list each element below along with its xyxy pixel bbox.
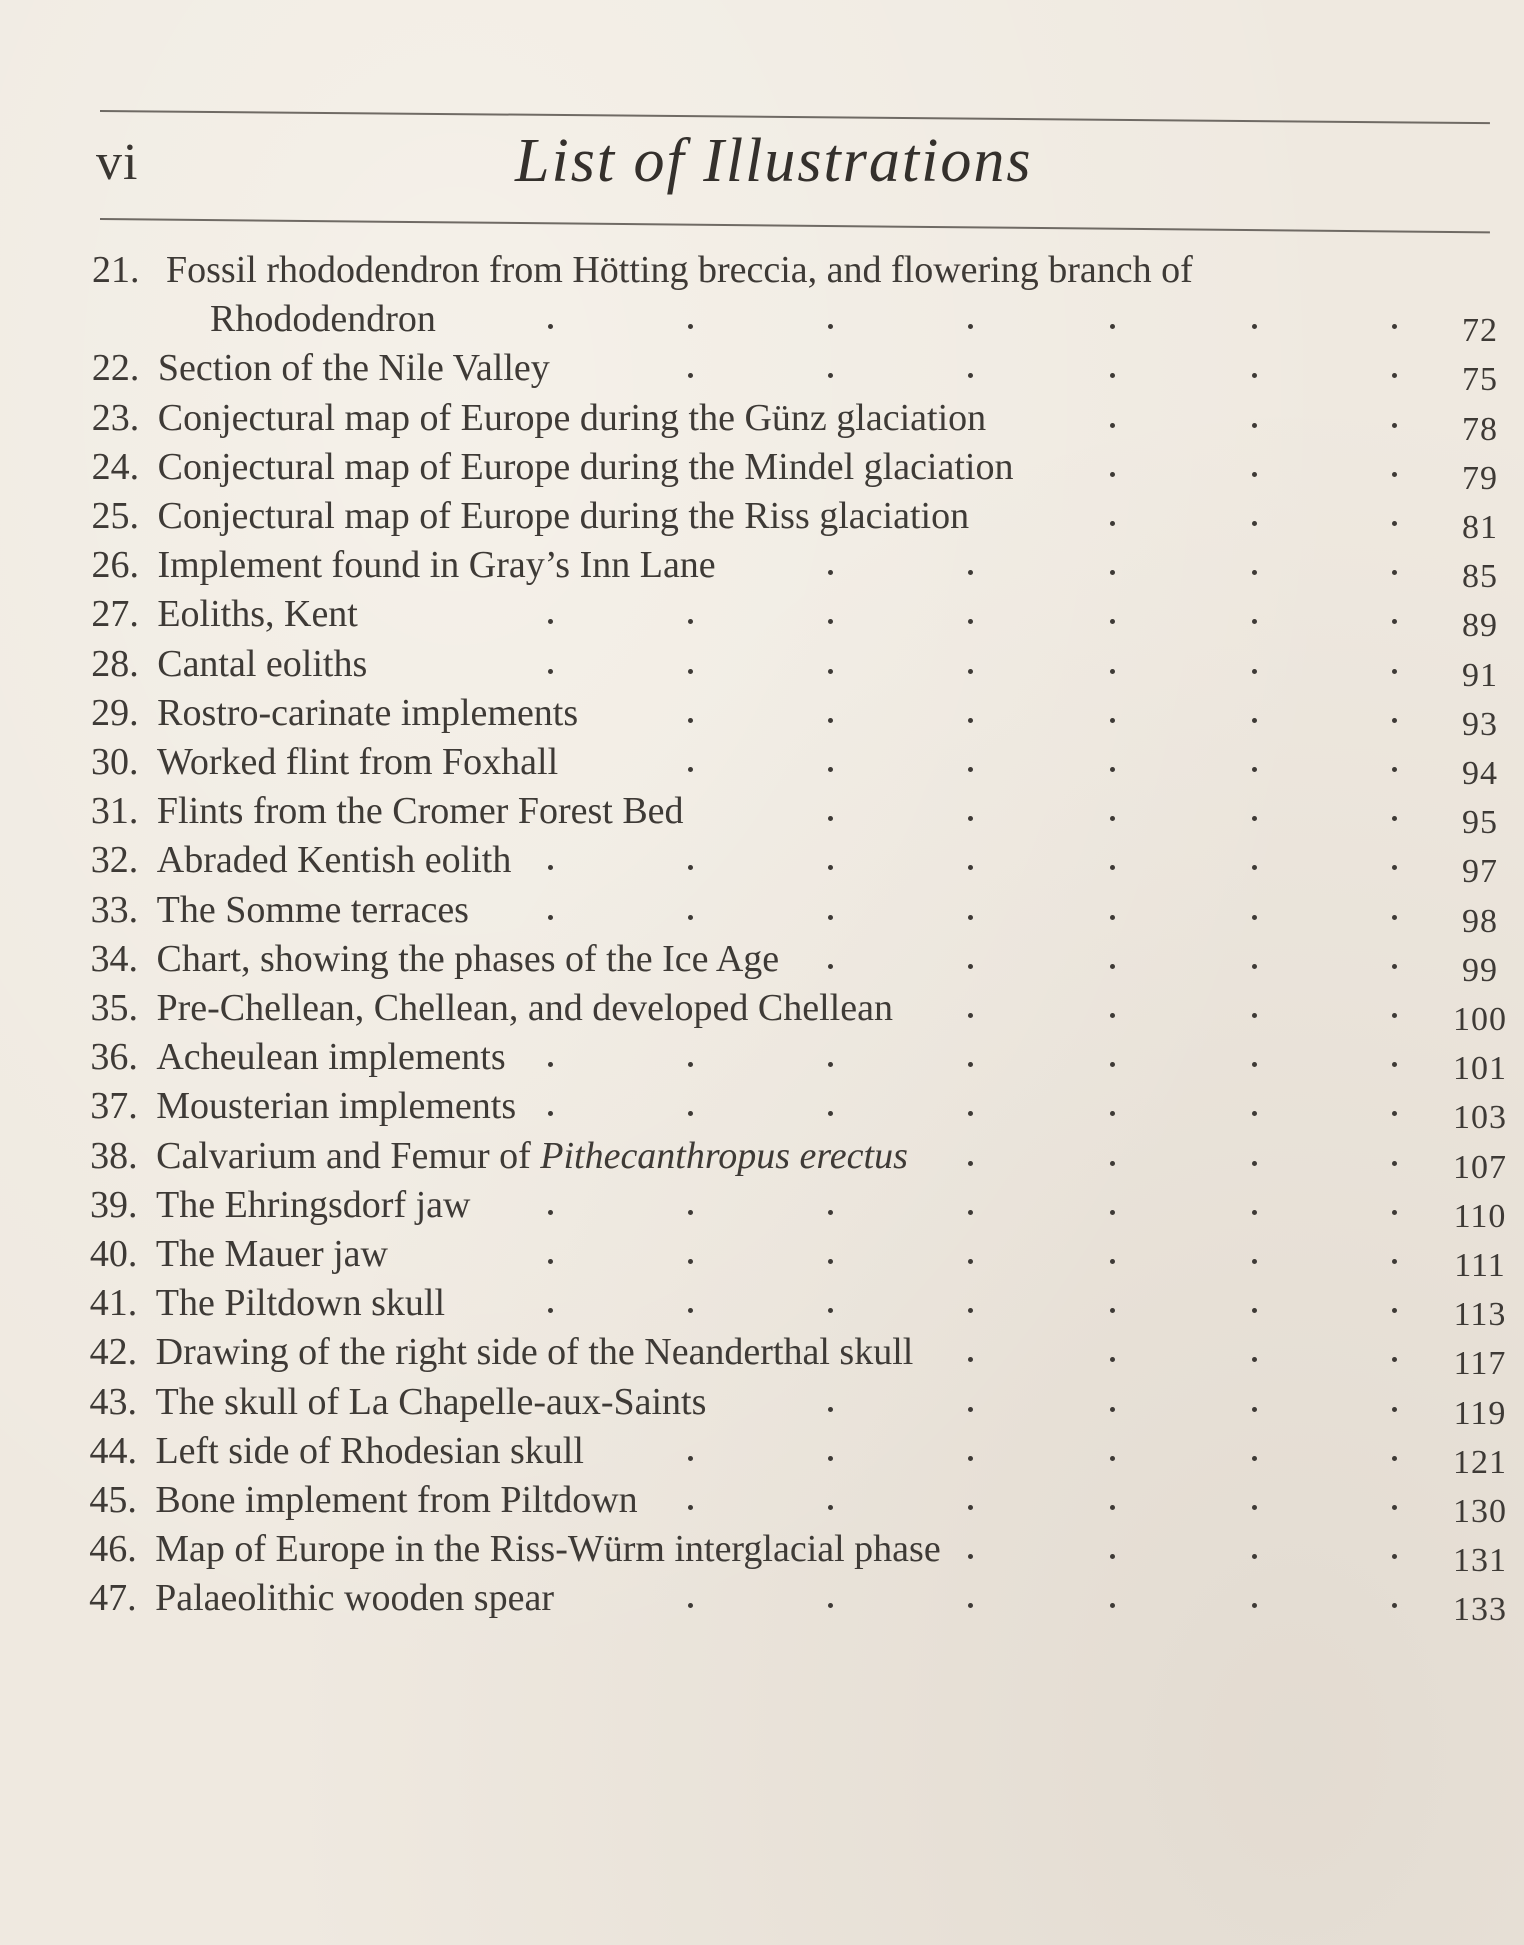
leader-dots xyxy=(0,639,1524,689)
leader-dot xyxy=(548,619,553,624)
leader-dot xyxy=(828,570,833,575)
illustration-number: 33. xyxy=(90,888,139,931)
leader-dot xyxy=(688,915,693,920)
leader-dot xyxy=(1392,767,1397,772)
leader-dot xyxy=(1252,373,1257,378)
leader-dots xyxy=(0,885,1524,935)
illustration-title-italic: Pithecanthropus erectus xyxy=(540,1134,908,1177)
list-item xyxy=(0,442,1524,497)
leader-dot xyxy=(1392,521,1397,526)
illustration-title-text: The Mauer jaw xyxy=(155,1233,388,1275)
illustration-title-text: Bone implement from Piltdown xyxy=(155,1479,638,1521)
leader-dot xyxy=(1392,1210,1397,1215)
leader-dot xyxy=(1252,1357,1257,1362)
leader-dots xyxy=(0,1524,1524,1574)
page-reference: 107 xyxy=(1453,1148,1507,1186)
illustration-number: 34. xyxy=(90,937,139,980)
leader-dot xyxy=(968,1111,973,1116)
list-item xyxy=(0,393,1524,448)
illustration-number: 31. xyxy=(90,790,139,833)
illustration-number: 28. xyxy=(91,642,139,685)
leader-dot xyxy=(1252,570,1257,575)
list-item xyxy=(0,1229,1524,1284)
leader-dot xyxy=(1252,964,1257,969)
leader-dot xyxy=(688,1210,693,1215)
leader-dot xyxy=(1392,1554,1397,1559)
illustration-number: 41. xyxy=(89,1282,138,1325)
leader-dot xyxy=(828,767,833,772)
leader-dots xyxy=(0,983,1524,1033)
illustration-title-text: Pre-Chellean, Chellean, and developed Chellean xyxy=(156,987,893,1029)
page-number-folio: vi xyxy=(96,134,139,191)
leader-dot xyxy=(1110,767,1115,772)
leader-dot xyxy=(1110,816,1115,821)
leader-dot xyxy=(1252,1407,1257,1412)
list-item xyxy=(0,491,1524,546)
illustration-number: 21. xyxy=(92,249,140,291)
illustration-number: 26. xyxy=(91,544,139,587)
leader-dots xyxy=(0,1377,1524,1427)
page-reference: 93 xyxy=(1462,705,1498,743)
list-item xyxy=(0,885,1524,940)
leader-dots xyxy=(0,786,1524,836)
leader-dot xyxy=(1252,472,1257,477)
page-reference: 101 xyxy=(1453,1050,1507,1088)
illustration-title-text: Cantal eoliths xyxy=(157,642,368,685)
leader-dot xyxy=(1392,423,1397,428)
leader-dot xyxy=(968,1505,973,1510)
leader-dot xyxy=(1252,1308,1257,1313)
leader-dots xyxy=(0,1032,1524,1082)
illustration-title-text: Acheulean implements xyxy=(156,1036,506,1079)
list-item xyxy=(0,343,1524,399)
list-item xyxy=(0,688,1524,743)
illustration-number: 42. xyxy=(89,1331,138,1374)
list-item xyxy=(0,1081,1524,1137)
leader-dot xyxy=(1110,1554,1115,1559)
page-reference: 103 xyxy=(1453,1099,1507,1137)
leader-dot xyxy=(1110,1111,1115,1116)
leader-dot xyxy=(1110,324,1115,329)
leader-dot xyxy=(968,718,973,723)
leader-dots xyxy=(0,343,1524,393)
leader-dot xyxy=(1252,1210,1257,1215)
list-item xyxy=(0,589,1524,645)
list-item xyxy=(0,1573,1524,1629)
page-reference: 85 xyxy=(1462,558,1498,596)
leader-dot xyxy=(1110,669,1115,674)
leader-dot xyxy=(1110,423,1115,428)
leader-dots xyxy=(0,393,1524,443)
leader-dot xyxy=(1252,1013,1257,1018)
leader-dot xyxy=(968,1308,973,1313)
leader-dot xyxy=(1252,1603,1257,1608)
illustration-title-text: Flints from the Cromer Forest Bed xyxy=(156,790,684,833)
leader-dot xyxy=(688,1259,693,1264)
leader-dot xyxy=(548,915,553,920)
leader-dots xyxy=(0,1131,1524,1181)
page-reference: 97 xyxy=(1462,853,1498,891)
page-reference: 113 xyxy=(1453,1296,1507,1334)
list-item xyxy=(0,1327,1524,1383)
illustration-title-text: Fossil rhododendron from Hötting breccia, and flowering branch of xyxy=(166,249,1193,291)
leader-dot xyxy=(548,324,553,329)
leader-dot xyxy=(688,1505,693,1510)
page-reference: 94 xyxy=(1462,755,1498,792)
leader-dots xyxy=(0,1475,1524,1525)
leader-dot xyxy=(1392,1161,1397,1166)
illustration-title-text: Abraded Kentish eolith xyxy=(156,839,512,882)
illustration-number: 46. xyxy=(89,1528,137,1571)
page-reference: 99 xyxy=(1462,951,1498,989)
leader-dot xyxy=(968,1161,973,1166)
leader-dot xyxy=(1252,816,1257,821)
list-item xyxy=(0,786,1524,842)
leader-dot xyxy=(1392,1505,1397,1510)
illustration-number: 36. xyxy=(90,1036,138,1079)
leader-dot xyxy=(1252,865,1257,870)
list-item xyxy=(0,934,1524,989)
leader-dot xyxy=(1392,865,1397,870)
leader-dots xyxy=(0,1426,1524,1476)
leader-dot xyxy=(1110,1013,1115,1018)
illustration-number: 43. xyxy=(89,1380,138,1423)
leader-dot xyxy=(828,1111,833,1116)
leader-dots xyxy=(0,737,1524,787)
page-reference: 75 xyxy=(1462,361,1498,399)
leader-dot xyxy=(688,865,693,870)
leader-dot xyxy=(968,767,973,772)
list-item-continuation xyxy=(0,294,1524,350)
leader-dot xyxy=(968,915,973,920)
page-reference: 121 xyxy=(1453,1443,1507,1481)
leader-dot xyxy=(1392,324,1397,329)
leader-dot xyxy=(968,1259,973,1264)
leader-dot xyxy=(1110,1505,1115,1510)
leader-dot xyxy=(548,1308,553,1313)
leader-dot xyxy=(1110,1308,1115,1313)
page-reference: 79 xyxy=(1462,459,1498,497)
illustration-title-text: The Piltdown skull xyxy=(155,1282,445,1325)
leader-dot xyxy=(968,1603,973,1608)
leader-dot xyxy=(1392,570,1397,575)
leader-dot xyxy=(1110,1407,1115,1412)
leader-dot xyxy=(1392,964,1397,969)
leader-dot xyxy=(1110,718,1115,723)
leader-dot xyxy=(1110,1603,1115,1608)
leader-dot xyxy=(1252,619,1257,624)
leader-dot xyxy=(1252,1456,1257,1461)
illustration-title-text: Palaeolithic wooden spear xyxy=(155,1577,554,1620)
leader-dot xyxy=(1392,1013,1397,1018)
list-item xyxy=(0,983,1524,1038)
leader-dot xyxy=(828,718,833,723)
illustration-title-text: Section of the Nile Valley xyxy=(157,347,550,390)
page-reference: 119 xyxy=(1453,1394,1507,1432)
illustration-title-text: Calvarium and Femur of xyxy=(156,1134,541,1177)
leader-dot xyxy=(1252,915,1257,920)
list-item xyxy=(0,1377,1524,1432)
leader-dot xyxy=(1392,915,1397,920)
leader-dot xyxy=(1392,1456,1397,1461)
leader-dot xyxy=(1392,1407,1397,1412)
leader-dot xyxy=(1252,521,1257,526)
leader-dot xyxy=(548,669,553,674)
leader-dots xyxy=(0,1327,1524,1377)
leader-dot xyxy=(828,1259,833,1264)
leader-dot xyxy=(1252,718,1257,723)
leader-dots xyxy=(0,1278,1524,1328)
leader-dot xyxy=(688,767,693,772)
leader-dot xyxy=(1392,1111,1397,1116)
leader-dot xyxy=(1110,472,1115,477)
leader-dot xyxy=(1392,718,1397,723)
leader-dot xyxy=(1392,1603,1397,1608)
leader-dot xyxy=(1110,1357,1115,1362)
leader-dot xyxy=(1252,767,1257,772)
leader-dot xyxy=(1252,1161,1257,1166)
illustration-title-text: Conjectural map of Europe during the Günz glaciation xyxy=(157,396,987,439)
leader-dot xyxy=(1252,1505,1257,1510)
illustration-title-text: Rostro-carinate implements xyxy=(157,691,579,734)
leader-dot xyxy=(828,964,833,969)
leader-dot xyxy=(828,1308,833,1313)
leader-dot xyxy=(968,324,973,329)
leader-dots xyxy=(0,1229,1524,1279)
leader-dot xyxy=(968,1210,973,1215)
leader-dots xyxy=(0,442,1524,492)
page-reference: 110 xyxy=(1453,1197,1507,1235)
leader-dot xyxy=(548,865,553,870)
illustration-number: 44. xyxy=(89,1429,137,1472)
illustration-number: 23. xyxy=(91,396,140,439)
leader-dot xyxy=(548,1062,553,1067)
list-item xyxy=(0,1524,1524,1580)
illustration-number: 37. xyxy=(90,1085,138,1128)
leader-dot xyxy=(688,1062,693,1067)
leader-dot xyxy=(968,1013,973,1018)
leader-dot xyxy=(828,373,833,378)
list-item xyxy=(0,540,1524,596)
page-reference: 100 xyxy=(1453,1001,1507,1038)
leader-dot xyxy=(828,865,833,870)
leader-dot xyxy=(688,1308,693,1313)
illustration-title-text: Left side of Rhodesian skull xyxy=(155,1429,584,1472)
illustration-title-text: The Somme terraces xyxy=(156,888,469,931)
illustration-number: 32. xyxy=(90,839,139,882)
leader-dot xyxy=(1392,669,1397,674)
leader-dot xyxy=(828,1210,833,1215)
leader-dot xyxy=(1392,1308,1397,1313)
leader-dot xyxy=(968,1554,973,1559)
leader-dot xyxy=(828,619,833,624)
leader-dot xyxy=(968,964,973,969)
illustration-title-continued: Rhododendron xyxy=(210,298,436,341)
leader-dot xyxy=(1110,964,1115,969)
leader-dot xyxy=(968,619,973,624)
page-reference: 91 xyxy=(1462,656,1498,694)
page-reference: 89 xyxy=(1462,607,1498,645)
leader-dot xyxy=(688,1111,693,1116)
leader-dot xyxy=(1252,1259,1257,1264)
illustration-title-text: Chart, showing the phases of the Ice Age xyxy=(156,937,780,980)
list-item xyxy=(0,1032,1524,1088)
leader-dot xyxy=(1252,423,1257,428)
leader-dot xyxy=(548,1259,553,1264)
illustration-number: 22. xyxy=(91,347,140,390)
leader-dot xyxy=(828,669,833,674)
illustration-number: 30. xyxy=(91,741,139,783)
leader-dot xyxy=(828,1505,833,1510)
leader-dot xyxy=(1392,1357,1397,1362)
illustration-title-text: Drawing of the right side of the Neanderthal skull xyxy=(155,1331,914,1374)
leader-dot xyxy=(1392,619,1397,624)
page-reference: 117 xyxy=(1453,1345,1507,1383)
leader-dots xyxy=(0,491,1524,541)
page-reference: 81 xyxy=(1462,509,1498,546)
page-reference: 111 xyxy=(1454,1247,1506,1284)
leader-dot xyxy=(968,816,973,821)
leader-dot xyxy=(828,1062,833,1067)
leader-dot xyxy=(688,373,693,378)
leader-dots xyxy=(0,934,1524,984)
leader-dot xyxy=(968,570,973,575)
leader-dot xyxy=(1392,816,1397,821)
illustration-number: 45. xyxy=(89,1479,137,1521)
illustration-number: 29. xyxy=(91,691,139,734)
page-reference: 98 xyxy=(1462,902,1498,940)
leader-dot xyxy=(968,1456,973,1461)
list-item xyxy=(0,1180,1524,1235)
leader-dot xyxy=(968,1407,973,1412)
list-item xyxy=(0,639,1524,694)
leader-dot xyxy=(968,669,973,674)
leader-dot xyxy=(828,324,833,329)
leader-dot xyxy=(1110,865,1115,870)
leader-dot xyxy=(1392,373,1397,378)
leader-dot xyxy=(1252,1554,1257,1559)
list-item xyxy=(0,737,1524,792)
leader-dot xyxy=(1252,1111,1257,1116)
leader-dot xyxy=(828,1407,833,1412)
list-item xyxy=(0,1131,1524,1186)
leader-dot xyxy=(1392,1259,1397,1264)
leader-dot xyxy=(1252,669,1257,674)
illustration-title-text: Map of Europe in the Riss-Würm interglacial phase xyxy=(155,1528,941,1571)
leader-dot xyxy=(1110,373,1115,378)
leader-dot xyxy=(548,1210,553,1215)
leader-dot xyxy=(968,373,973,378)
list-item xyxy=(0,1426,1524,1481)
leader-dot xyxy=(688,1603,693,1608)
illustration-title-text: Conjectural map of Europe during the Riss glaciation xyxy=(157,495,970,537)
illustration-title-text: Conjectural map of Europe during the Mindel glaciation xyxy=(157,445,1014,488)
leader-dot xyxy=(1110,1062,1115,1067)
leader-dot xyxy=(1110,1259,1115,1264)
illustration-number: 39. xyxy=(90,1183,138,1226)
leader-dot xyxy=(688,324,693,329)
list-item xyxy=(0,835,1524,891)
illustration-number: 27. xyxy=(91,593,139,636)
leader-dot xyxy=(1110,915,1115,920)
leader-dot xyxy=(828,1456,833,1461)
leader-dot xyxy=(1110,1161,1115,1166)
illustration-title xyxy=(166,245,1193,295)
leader-dots xyxy=(0,1573,1524,1623)
page-reference: 133 xyxy=(1453,1591,1507,1629)
illustration-title-text: Mousterian implements xyxy=(156,1085,517,1128)
page-reference: 131 xyxy=(1453,1542,1507,1580)
leader-dot xyxy=(1252,324,1257,329)
leader-dot xyxy=(968,1357,973,1362)
illustration-number: 47. xyxy=(89,1577,137,1620)
leader-dots xyxy=(0,540,1524,590)
illustration-title-text: Worked flint from Foxhall xyxy=(157,741,559,783)
leader-dot xyxy=(968,1062,973,1067)
leader-dots xyxy=(0,1180,1524,1230)
illustration-title-text: The skull of La Chapelle-aux-Saints xyxy=(155,1380,707,1423)
page-reference: 95 xyxy=(1462,804,1498,842)
leader-dot xyxy=(688,718,693,723)
page-reference: 130 xyxy=(1453,1493,1507,1530)
leader-dots xyxy=(0,294,1524,344)
illustration-number: 40. xyxy=(89,1233,138,1275)
leader-dot xyxy=(828,1603,833,1608)
leader-dots xyxy=(0,589,1524,639)
leader-dots xyxy=(0,688,1524,738)
leader-dot xyxy=(828,816,833,821)
leader-dot xyxy=(1392,472,1397,477)
leader-dot xyxy=(1110,619,1115,624)
running-title: List of Illustrations xyxy=(515,127,1033,195)
list-item xyxy=(0,1475,1524,1530)
leader-dot xyxy=(548,1111,553,1116)
leader-dot xyxy=(1252,1062,1257,1067)
illustration-title-text: Eoliths, Kent xyxy=(157,593,358,636)
leader-dot xyxy=(688,1456,693,1461)
illustration-number: 38. xyxy=(90,1134,138,1177)
illustration-number: 35. xyxy=(90,987,138,1029)
leader-dot xyxy=(688,619,693,624)
page-reference: 72 xyxy=(1462,312,1498,350)
page-reference: 78 xyxy=(1462,410,1498,448)
leader-dot xyxy=(1110,1456,1115,1461)
illustration-title-text: Implement found in Gray’s Inn Lane xyxy=(157,544,716,587)
illustration-number: 24. xyxy=(91,445,140,488)
leader-dot xyxy=(1110,1210,1115,1215)
leader-dot xyxy=(1110,521,1115,526)
leader-dot xyxy=(1392,1062,1397,1067)
leader-dots xyxy=(0,1081,1524,1131)
list-item xyxy=(0,245,1524,295)
leader-dot xyxy=(828,915,833,920)
leader-dot xyxy=(968,865,973,870)
illustration-number: 25. xyxy=(91,495,140,537)
leader-dots xyxy=(0,835,1524,885)
leader-dot xyxy=(688,669,693,674)
illustration-title-text: The Ehringsdorf jaw xyxy=(156,1183,471,1226)
list-item xyxy=(0,1278,1524,1334)
leader-dot xyxy=(1110,570,1115,575)
